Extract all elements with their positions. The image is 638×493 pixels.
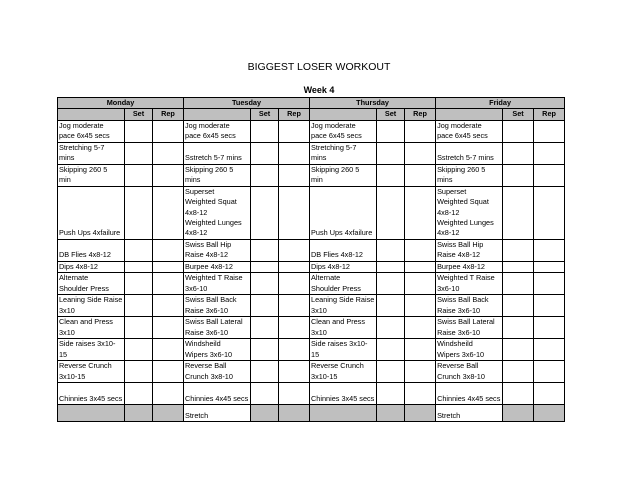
set-cell[interactable] [503,361,534,383]
set-cell[interactable] [125,383,153,405]
rep-cell[interactable] [153,361,184,383]
set-cell[interactable] [377,273,405,295]
exercise-cell-friday: Reverse Ball Crunch 3x8-10 [436,361,503,383]
rep-cell[interactable] [153,164,184,186]
set-cell[interactable] [377,361,405,383]
exercise-cell-thursday [310,405,377,422]
table-row [58,273,565,295]
exercise-cell-friday: Swiss Ball Back Raise 3x6-10 [436,295,503,317]
exercise-cell-monday: Reverse Crunch 3x10-15 [58,361,125,383]
exercise-header-blank [310,109,377,120]
workout-title: BIGGEST LOSER WORKOUT [247,61,391,73]
set-cell[interactable] [503,317,534,339]
rep-cell[interactable] [153,383,184,405]
set-cell[interactable] [251,273,279,295]
set-cell[interactable] [125,186,153,239]
day-header-friday: Friday [436,98,565,109]
exercise-cell-thursday: Clean and Press 3x10 [310,317,377,339]
rep-cell[interactable] [534,261,565,272]
rep-cell[interactable] [153,405,184,422]
set-cell[interactable] [125,339,153,361]
set-cell[interactable] [377,405,405,422]
rep-cell[interactable] [405,164,436,186]
rep-cell[interactable] [405,261,436,272]
exercise-cell-thursday: Reverse Crunch 3x10-15 [310,361,377,383]
exercise-cell-monday [58,405,125,422]
rep-cell[interactable] [153,142,184,164]
rep-cell[interactable] [534,142,565,164]
set-cell[interactable] [503,295,534,317]
rep-cell[interactable] [405,186,436,239]
set-cell[interactable] [125,239,153,261]
rep-cell[interactable] [405,142,436,164]
exercise-cell-tuesday: Sstretch 5-7 mins [184,142,251,164]
exercise-cell-tuesday: Chinnies 4x45 secs [184,383,251,405]
rep-cell[interactable] [534,186,565,239]
rep-cell[interactable] [279,383,310,405]
set-cell[interactable] [503,120,534,142]
rep-cell[interactable] [279,317,310,339]
exercise-cell-monday: DB Flies 4x8-12 [58,239,125,261]
set-cell[interactable] [251,383,279,405]
set-cell[interactable] [377,239,405,261]
rep-header: Rep [534,109,565,120]
exercise-cell-thursday: Dips 4x8-12 [310,261,377,272]
day-header-tuesday: Tuesday [184,98,310,109]
rep-cell[interactable] [279,164,310,186]
exercise-cell-friday: Superset Weighted Squat 4x8-12 Weighted Lunges 4x8-12 [436,186,503,239]
rep-cell[interactable] [534,339,565,361]
set-cell[interactable] [503,142,534,164]
exercise-cell-monday: Jog moderate pace 6x45 secs [58,120,125,142]
exercise-cell-tuesday: Weighted T Raise 3x6-10 [184,273,251,295]
set-rep-header-row [58,109,565,120]
set-cell[interactable] [251,120,279,142]
set-cell[interactable] [251,261,279,272]
rep-cell[interactable] [279,361,310,383]
rep-cell[interactable] [405,405,436,422]
exercise-cell-thursday: DB Flies 4x8-12 [310,239,377,261]
rep-cell[interactable] [534,405,565,422]
rep-cell[interactable] [534,383,565,405]
table-row [58,142,565,164]
set-cell[interactable] [125,273,153,295]
table-row [58,317,565,339]
set-cell[interactable] [251,142,279,164]
exercise-cell-friday: Weighted T Raise 3x6-10 [436,273,503,295]
day-header-monday: Monday [58,98,184,109]
exercise-cell-friday: Chinnies 4x45 secs [436,383,503,405]
set-cell[interactable] [377,295,405,317]
table-row [58,120,565,142]
rep-cell[interactable] [405,339,436,361]
exercise-cell-friday: Burpee 4x8-12 [436,261,503,272]
exercise-cell-tuesday: Swiss Ball Back Raise 3x6-10 [184,295,251,317]
set-cell[interactable] [251,186,279,239]
exercise-header-blank [436,109,503,120]
rep-cell[interactable] [534,295,565,317]
set-cell[interactable] [125,261,153,272]
set-cell[interactable] [503,261,534,272]
set-cell[interactable] [125,120,153,142]
rep-cell[interactable] [534,120,565,142]
rep-cell[interactable] [279,120,310,142]
set-cell[interactable] [503,164,534,186]
table-row [58,383,565,405]
rep-cell[interactable] [405,295,436,317]
table-row [58,295,565,317]
exercise-cell-friday: Skipping 260 5 mins [436,164,503,186]
exercise-cell-thursday: Push Ups 4xfailure [310,186,377,239]
set-cell[interactable] [251,405,279,422]
exercise-cell-tuesday: Burpee 4x8-12 [184,261,251,272]
set-header: Set [125,109,153,120]
rep-cell[interactable] [405,239,436,261]
rep-cell[interactable] [279,405,310,422]
day-header-thursday: Thursday [310,98,436,109]
set-cell[interactable] [503,186,534,239]
exercise-cell-friday: Sstretch 5-7 mins [436,142,503,164]
rep-cell[interactable] [534,273,565,295]
rep-cell[interactable] [405,361,436,383]
exercise-cell-tuesday: Windsheild Wipers 3x6-10 [184,339,251,361]
rep-cell[interactable] [153,339,184,361]
set-cell[interactable] [251,239,279,261]
rep-header: Rep [279,109,310,120]
set-cell[interactable] [503,383,534,405]
rep-cell[interactable] [279,239,310,261]
rep-cell[interactable] [153,239,184,261]
exercise-cell-monday: Side raises 3x10- 15 [58,339,125,361]
exercise-cell-thursday: Stretching 5-7 mins [310,142,377,164]
rep-cell[interactable] [153,295,184,317]
rep-cell[interactable] [153,261,184,272]
set-cell[interactable] [377,142,405,164]
exercise-cell-friday: Swiss Ball Hip Raise 4x8-12 [436,239,503,261]
day-header-row [58,98,565,109]
rep-cell[interactable] [405,120,436,142]
set-cell[interactable] [251,164,279,186]
rep-cell[interactable] [279,261,310,272]
exercise-cell-thursday: Leaning Side Raise 3x10 [310,295,377,317]
set-cell[interactable] [377,339,405,361]
rep-cell[interactable] [405,383,436,405]
set-cell[interactable] [125,317,153,339]
set-cell[interactable] [125,164,153,186]
exercise-cell-thursday: Skipping 260 5 min [310,164,377,186]
set-header: Set [251,109,279,120]
rep-cell[interactable] [279,339,310,361]
set-cell[interactable] [503,239,534,261]
set-cell[interactable] [251,339,279,361]
table-row [58,361,565,383]
table-row [58,186,565,239]
set-cell[interactable] [251,295,279,317]
rep-cell[interactable] [534,317,565,339]
set-cell[interactable] [377,383,405,405]
rep-cell[interactable] [279,186,310,239]
exercise-cell-thursday: Chinnies 3x45 secs [310,383,377,405]
rep-cell[interactable] [534,164,565,186]
table-row [58,261,565,272]
week-label: Week 4 [303,85,335,95]
set-cell[interactable] [251,317,279,339]
exercise-cell-tuesday: Superset Weighted Squat 4x8-12 Weighted Lunges 4x8-12 [184,186,251,239]
exercise-cell-monday: Leaning Side Raise 3x10 [58,295,125,317]
set-cell[interactable] [377,164,405,186]
exercise-cell-thursday: Alternate Shoulder Press [310,273,377,295]
rep-cell[interactable] [534,239,565,261]
exercise-cell-thursday: Jog moderate pace 6x45 secs [310,120,377,142]
set-cell[interactable] [503,273,534,295]
rep-header: Rep [153,109,184,120]
set-cell[interactable] [503,405,534,422]
exercise-cell-thursday: Side raises 3x10- 15 [310,339,377,361]
rep-header: Rep [405,109,436,120]
exercise-cell-tuesday: Swiss Ball Hip Raise 4x8-12 [184,239,251,261]
set-cell[interactable] [125,295,153,317]
rep-cell[interactable] [279,273,310,295]
set-header: Set [503,109,534,120]
workout-table [57,97,565,422]
exercise-cell-friday: Stretch [436,405,503,422]
exercise-cell-monday: Dips 4x8-12 [58,261,125,272]
exercise-cell-monday: Chinnies 3x45 secs [58,383,125,405]
set-cell[interactable] [377,186,405,239]
rep-cell[interactable] [153,120,184,142]
exercise-cell-friday: Swiss Ball Lateral Raise 3x6-10 [436,317,503,339]
exercise-cell-tuesday: Stretch [184,405,251,422]
table-row [58,239,565,261]
rep-cell[interactable] [279,295,310,317]
exercise-cell-friday: Windsheild Wipers 3x6-10 [436,339,503,361]
exercise-cell-tuesday: Jog moderate pace 6x45 secs [184,120,251,142]
set-cell[interactable] [125,361,153,383]
exercise-cell-monday: Skipping 260 5 min [58,164,125,186]
rep-cell[interactable] [153,317,184,339]
exercise-cell-monday: Clean and Press 3x10 [58,317,125,339]
exercise-cell-tuesday: Reverse Ball Crunch 3x8-10 [184,361,251,383]
exercise-header-blank [184,109,251,120]
exercise-cell-monday: Alternate Shoulder Press [58,273,125,295]
rep-cell[interactable] [153,186,184,239]
exercise-cell-tuesday: Swiss Ball Lateral Raise 3x6-10 [184,317,251,339]
rep-cell[interactable] [153,273,184,295]
table-row [58,164,565,186]
set-cell[interactable] [125,405,153,422]
set-cell[interactable] [503,339,534,361]
set-header: Set [377,109,405,120]
set-cell[interactable] [377,261,405,272]
exercise-cell-friday: Jog moderate pace 6x45 secs [436,120,503,142]
set-cell[interactable] [377,317,405,339]
set-cell[interactable] [125,142,153,164]
rep-cell[interactable] [534,361,565,383]
table-row [58,405,565,422]
exercise-header-blank [58,109,125,120]
rep-cell[interactable] [279,142,310,164]
table-row [58,339,565,361]
exercise-cell-monday: Push Ups 4xfailure [58,186,125,239]
exercise-cell-monday: Stretching 5-7 mins [58,142,125,164]
set-cell[interactable] [377,120,405,142]
set-cell[interactable] [251,361,279,383]
rep-cell[interactable] [405,273,436,295]
rep-cell[interactable] [405,317,436,339]
exercise-cell-tuesday: Skipping 260 5 mins [184,164,251,186]
